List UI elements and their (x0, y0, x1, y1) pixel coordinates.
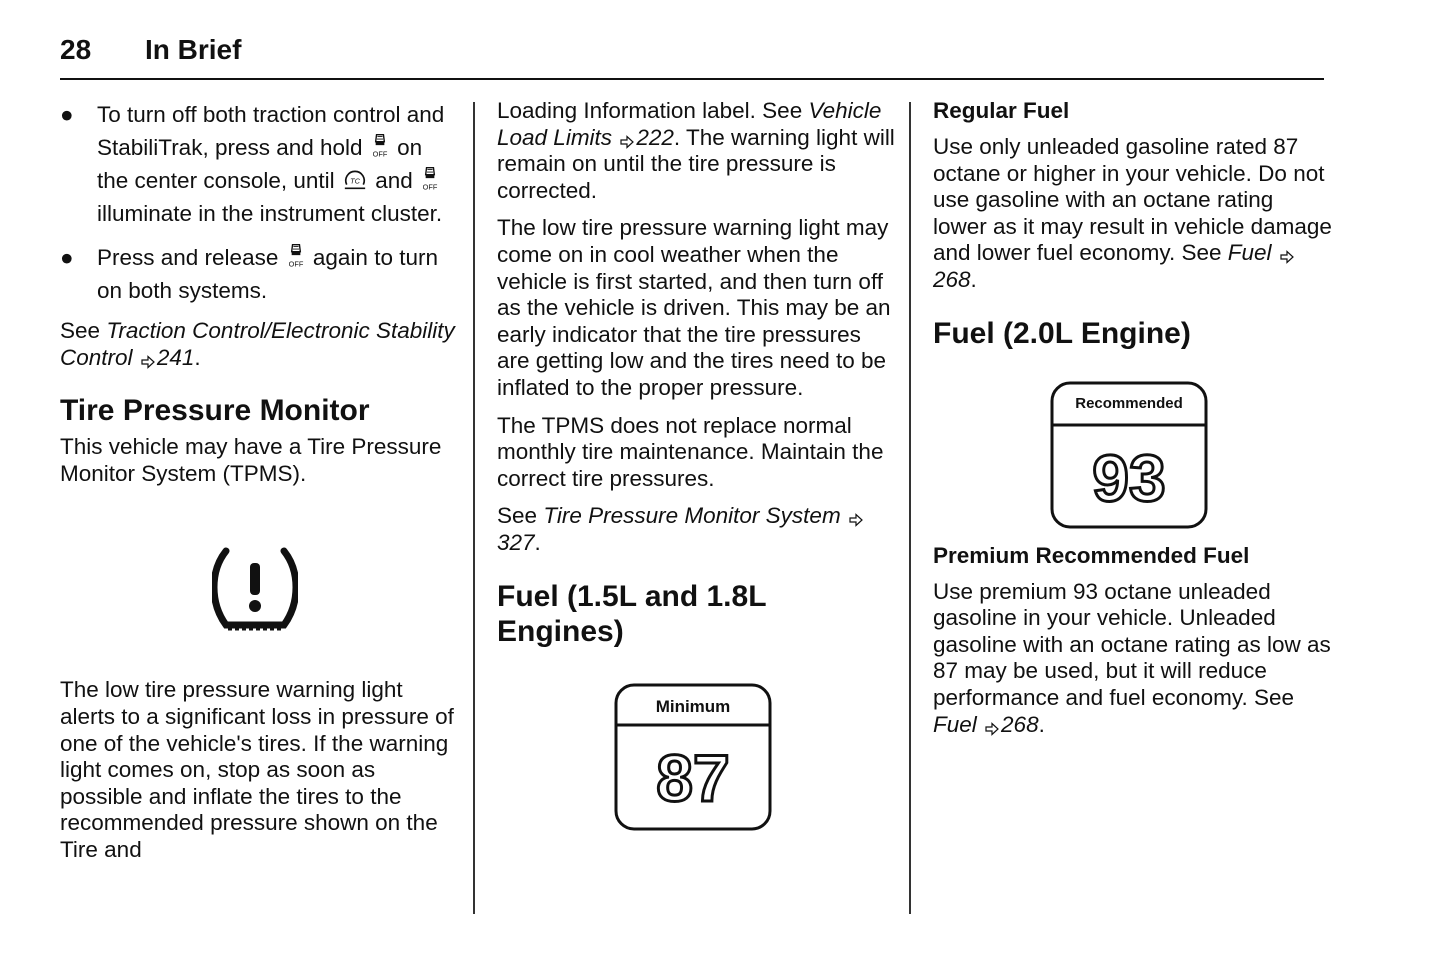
regular-fuel-heading: Regular Fuel (933, 98, 1070, 123)
column-middle (497, 98, 897, 831)
fuel-heading: Fuel (1.5L and 1.8L Engines) (497, 579, 766, 648)
tire-pressure-warning-icon (212, 547, 298, 633)
page-header (60, 34, 1324, 80)
reference-page[interactable]: 268 (1001, 711, 1039, 737)
see-arrow-icon (141, 355, 155, 369)
bullet-dot: ● (60, 245, 74, 270)
reference-page[interactable]: 241 (156, 344, 195, 370)
see-arrow-icon (1280, 250, 1294, 264)
bullet-text: on the center console, until (97, 135, 423, 193)
bullet-text: again to turn on both systems. (97, 245, 438, 303)
reference-link[interactable]: Traction Control/Electronic Stability Control (60, 318, 455, 370)
paragraph (497, 98, 897, 204)
column-right (933, 98, 1333, 749)
bullet-text: illuminate in the instrument cluster. (97, 201, 443, 226)
tpm-body: The low tire pressure warning light alerts to a significant loss in pressure of one of the vehicle's tires. If the warning light comes on, stop as soon as possible and inflate the tires to the recommended pressure shown on the Tire and (60, 677, 454, 862)
badge-label: Minimum (655, 696, 731, 716)
paragraph-text: Use premium 93 octane unleaded gasoline in your vehicle. Unleaded gasoline with an octane rating as low as 87 may be used, but it will reduce performance and fuel economy. See (933, 578, 1331, 710)
bullet-text: To turn off both traction control and StabiliTrak, press and hold (97, 102, 445, 160)
bullet-text: Press and release (97, 245, 279, 270)
see-arrow-icon (985, 722, 999, 736)
premium-fuel-heading: Premium Recommended Fuel (933, 542, 1250, 568)
cross-reference: See Tire Pressure Monitor System 327. (497, 503, 897, 556)
paragraph: The low tire pressure warning light may come on in cool weather when the vehicle is first started, and then turn off as the vehicle is driven. This may be an early indicator that the tire pressures are getting low and the tires need to be inflated to the proper pressure. (497, 215, 891, 400)
badge-number: 93 (1092, 440, 1166, 515)
reference-link[interactable]: Tire Pressure Monitor System (543, 503, 841, 529)
tpm-intro: This vehicle may have a Tire Pressure Monitor System (TPMS). (60, 434, 442, 486)
fuel-2l-heading: Fuel (2.0L Engine) (933, 316, 1191, 350)
section-title: In Brief (145, 34, 242, 65)
paragraph-text: Use only unleaded gasoline rated 87 octane or higher in your vehicle. Do not use gasoline with an octane rating lower as it may result in vehicle damage and lower fuel economy. See (933, 134, 1332, 266)
paragraph: The TPMS does not replace normal monthly tire maintenance. Maintain the correct tire pressures. (497, 412, 884, 491)
badge-label: Recommended (1075, 394, 1183, 412)
reference-page[interactable]: 268 (933, 266, 971, 292)
reference-page[interactable]: 222 (636, 124, 674, 150)
column-divider (473, 102, 475, 914)
column-divider (909, 102, 911, 914)
see-prefix: See (497, 503, 538, 529)
octane-recommended-badge (1050, 381, 1208, 529)
reference-link[interactable]: Vehicle Load Limits (497, 98, 882, 150)
reference-link[interactable]: Fuel (933, 711, 977, 737)
page-number: 28 (60, 34, 92, 65)
bullet-item (60, 241, 455, 307)
reference-page[interactable]: 327 (497, 529, 535, 555)
octane-minimum-badge (614, 683, 772, 831)
traction-off-icon (421, 166, 439, 192)
traction-off-icon (287, 243, 305, 269)
paragraph-text: . The warning light will remain on until the tire pressure is corrected. (497, 124, 895, 203)
traction-control-icon (343, 168, 367, 192)
badge-number: 87 (656, 740, 730, 815)
reference-link[interactable]: Fuel (1227, 240, 1272, 266)
see-prefix: See (60, 318, 101, 343)
paragraph-text: Loading Information label. See (497, 98, 803, 123)
tpm-heading: Tire Pressure Monitor (60, 394, 370, 428)
bullet-item (60, 98, 455, 230)
see-arrow-icon (620, 135, 634, 149)
see-arrow-icon (849, 513, 863, 527)
column-left (60, 98, 455, 875)
paragraph: Use only unleaded gasoline rated 87 octane or higher in your vehicle. Do not use gasoline with an octane rating lower as it may result in vehicle damage and lower fuel economy. See Fuel 268. (933, 134, 1332, 292)
traction-off-icon (371, 133, 389, 159)
cross-reference: See Traction Control/Electronic Stability Control 241. (60, 318, 455, 370)
paragraph: Use premium 93 octane unleaded gasoline in your vehicle. Unleaded gasoline with an octane rating as low as 87 may be used, but it will reduce performance and fuel economy. See Fuel 268. (933, 578, 1331, 737)
bullet-text: and (375, 168, 413, 193)
bullet-dot: ● (60, 102, 74, 127)
